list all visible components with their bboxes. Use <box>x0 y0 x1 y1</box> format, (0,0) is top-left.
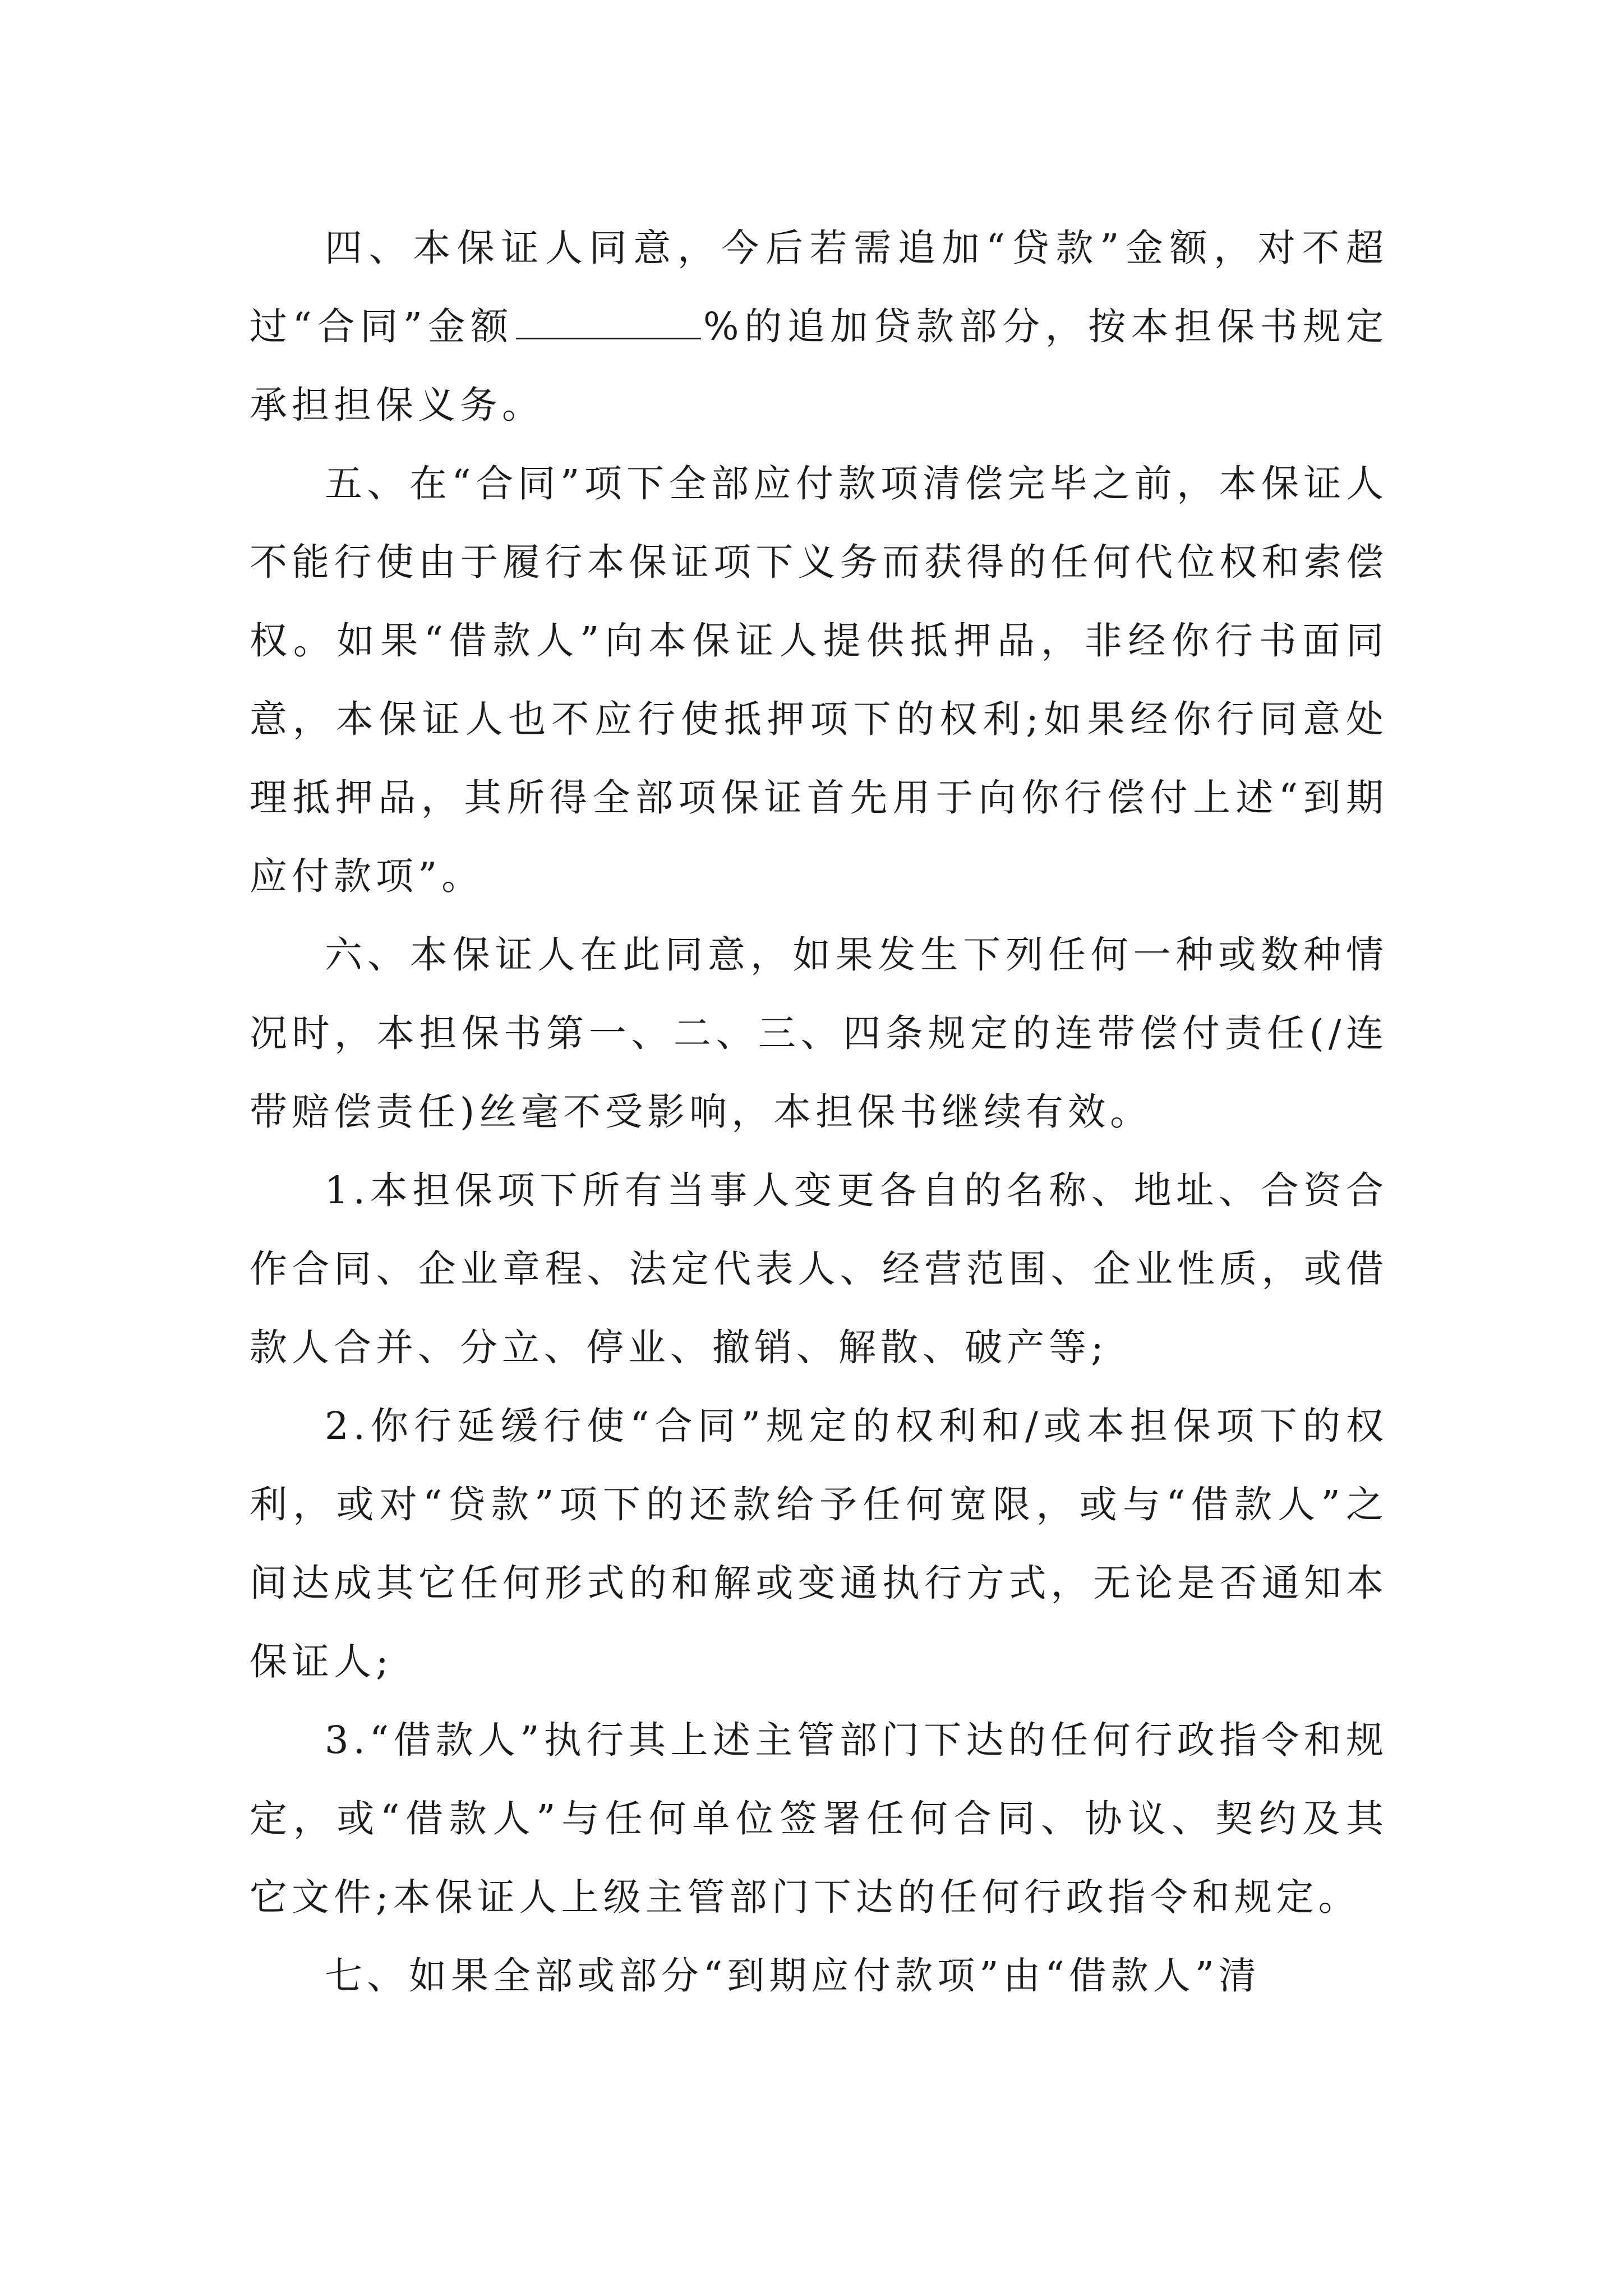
clause-4-text-end: %的追加贷款部分，按本担保书规定承担担保义务。 <box>250 305 1388 427</box>
clause-6-item-3: 3.“借款人”执行其上述主管部门下达的任何行政指令和规定，或“借款人”与任何单位签署任何合同、协议、契约及其它文件;本保证人上级主管部门下达的任何行政指令和规定。 <box>250 1718 1388 1919</box>
clause-4 <box>250 209 1388 444</box>
clause-6: 六、本保证人在此同意，如果发生下列任何一种或数种情况时，本担保书第一、二、三、四条规定的连带偿付责任(/连带赔偿责任)丝毫不受影响，本担保书继续有效。 <box>250 933 1388 1134</box>
clause-6-item-1: 1.本担保项下所有当事人变更各自的名称、地址、合资合作合同、企业章程、法定代表人、经营范围、企业性质，或借款人合并、分立、停业、撤销、解散、破产等; <box>250 1168 1388 1369</box>
document-body <box>250 209 1388 2015</box>
clause-7: 七、如果全部或部分“到期应付款项”由“借款人”清 <box>325 1954 1261 1998</box>
clause-5: 五、在“合同”项下全部应付款项清偿完毕之前，本保证人不能行使由于履行本保证项下义务而获得的任何代位权和索偿权。如果“借款人”向本保证人提供抵押品，非经你行书面同意，本保证人也不应行使抵押项下的权利;如果经你行同意处理抵押品，其所得全部项保证首先用于向你行偿付上述“到期应付款项”。 <box>250 462 1388 898</box>
percentage-blank-field <box>516 303 701 339</box>
clause-4-text-start: 四、本保证人同意，今后若需追加“贷款”金额，对不超过“合同”金额 <box>250 226 1388 348</box>
clause-6-item-2: 2.你行延缓行使“合同”规定的权利和/或本担保项下的权利，或对“贷款”项下的还款给予任何宽限，或与“借款人”之间达成其它任何形式的和解或变通执行方式，无论是否通知本保证人; <box>250 1404 1388 1683</box>
